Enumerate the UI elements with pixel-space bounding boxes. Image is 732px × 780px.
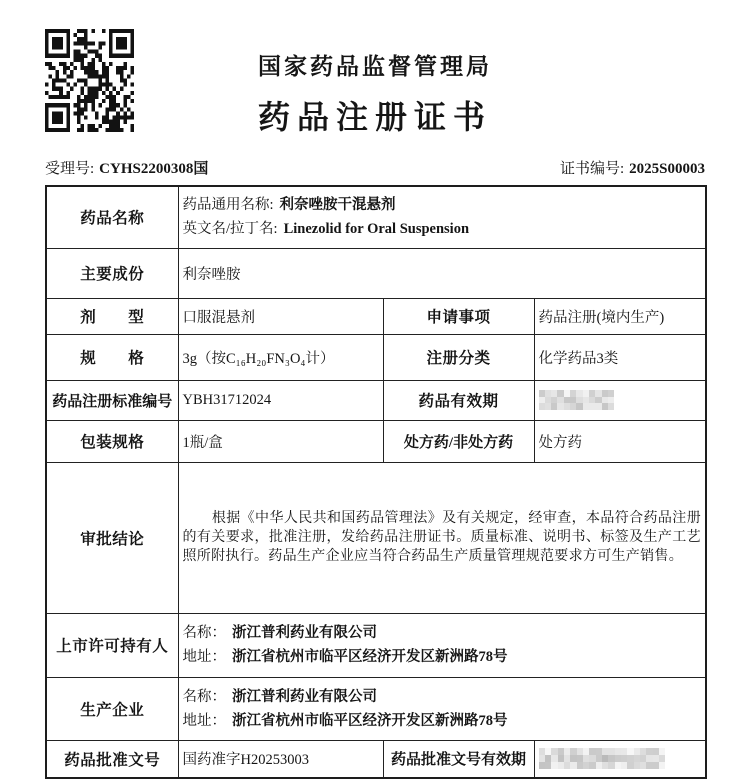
- mah-label: 上市许可持有人: [46, 613, 178, 677]
- mah-addr-value: 浙江省杭州市临平区经济开发区新洲路78号: [232, 649, 508, 665]
- drug-name-cell: [178, 186, 706, 248]
- specification-label: 规 格: [46, 334, 178, 380]
- main-ingredient-label: 主要成份: [46, 248, 178, 298]
- registration-category-label: 注册分类: [383, 334, 534, 380]
- mah-name-line: [183, 621, 702, 645]
- generic-name-line: [183, 193, 702, 217]
- manufacturer-addr-label: 地址：: [182, 712, 226, 729]
- manufacturer-addr-line: [183, 709, 702, 733]
- standard-no-value: YBH31712024: [178, 380, 383, 420]
- rx-otc-value: 处方药: [534, 420, 706, 462]
- manufacturer-name-label: 名称：: [182, 688, 226, 705]
- table-row-main-ingredient: [46, 248, 706, 298]
- table-row-package-spec: [46, 420, 706, 462]
- english-name-label: 英文名/拉丁名:: [182, 221, 278, 238]
- english-name-value: Linezolid for Oral Suspension: [283, 221, 470, 238]
- drug-name-label: 药品名称: [46, 186, 178, 248]
- package-spec-value: 1瓶/盒: [178, 420, 383, 462]
- manufacturer-addr-value: 浙江省杭州市临平区经济开发区新洲路78号: [232, 712, 508, 729]
- certificate-number: [560, 157, 705, 178]
- table-row-approval-no: [46, 740, 706, 778]
- certificate-number-label: 证书编号:: [559, 161, 625, 177]
- mah-name-value: 浙江普利药业有限公司: [232, 625, 377, 641]
- registration-category-value: 化学药品3类: [534, 334, 706, 380]
- mah-cell: [178, 613, 706, 677]
- manufacturer-cell: [178, 677, 706, 740]
- approval-no-validity-label: 药品批准文号有效期: [383, 740, 534, 778]
- table-row-mah: [46, 613, 706, 677]
- acceptance-label: 受理号:: [45, 161, 95, 177]
- dosage-form-value: 口服混悬剂: [178, 298, 383, 334]
- package-spec-label: 包装规格: [46, 420, 178, 462]
- mah-addr-label: 地址：: [182, 649, 226, 665]
- manufacturer-name-line: [183, 685, 702, 709]
- english-name-line: [183, 217, 702, 241]
- rx-otc-label: 处方药/非处方药: [383, 420, 534, 462]
- meta-row: [45, 157, 705, 178]
- approval-no-label: 药品批准文号: [46, 740, 178, 778]
- authority-title: 国家药品监督管理局: [258, 54, 492, 80]
- redacted-drug-validity: [539, 390, 615, 410]
- certificate-title: 药品注册证书: [257, 99, 492, 135]
- drug-validity-label: 药品有效期: [383, 380, 534, 420]
- table-row-manufacturer: [46, 677, 706, 740]
- specification-value: 3g（按C₁₆H₂₀FN₃O₄计）: [178, 334, 383, 380]
- table-row-approval-conclusion: [46, 462, 706, 613]
- table-row-standard-no: [46, 380, 706, 420]
- drug-validity-cell: [534, 380, 706, 420]
- table-row-drug-name: [46, 186, 706, 248]
- application-item-label: 申请事项: [383, 298, 534, 334]
- approval-no-value: 国药准字H20253003: [178, 740, 383, 778]
- acceptance-number: [45, 157, 208, 178]
- approval-conclusion-label: 审批结论: [46, 462, 178, 613]
- generic-name-value: 利奈唑胺干混悬剂: [279, 197, 396, 214]
- standard-no-label: 药品注册标准编号: [46, 380, 178, 420]
- dosage-form-label: 剂 型: [46, 298, 178, 334]
- mah-addr-line: [183, 645, 702, 669]
- approval-conclusion-text: 根据《中华人民共和国药品管理法》及有关规定，经审查，本品符合药品注册的有关要求，批准注册，发给药品注册证书。质量标准、说明书、标签及生产工艺照所附执行。药品生产企业应当符合药品生产质量管理规范要求方可生产销售。: [182, 511, 701, 564]
- certificate-table: [45, 185, 707, 779]
- redacted-approval-no-validity: [539, 748, 666, 769]
- table-row-dosage-form: [46, 298, 706, 334]
- application-item-value: 药品注册(境内生产): [534, 298, 706, 334]
- mah-name-label: 名称：: [182, 625, 226, 641]
- acceptance-value: CYHS2200308国: [99, 161, 209, 177]
- approval-no-validity-cell: [534, 740, 706, 778]
- manufacturer-label: 生产企业: [46, 677, 178, 740]
- generic-name-label: 药品通用名称:: [182, 197, 274, 214]
- main-ingredient-value: 利奈唑胺: [178, 248, 706, 298]
- manufacturer-name-value: 浙江普利药业有限公司: [232, 688, 377, 705]
- table-row-specification: [46, 334, 706, 380]
- certificate-number-value: 2025S00003: [629, 161, 705, 177]
- approval-conclusion-cell: [178, 462, 706, 613]
